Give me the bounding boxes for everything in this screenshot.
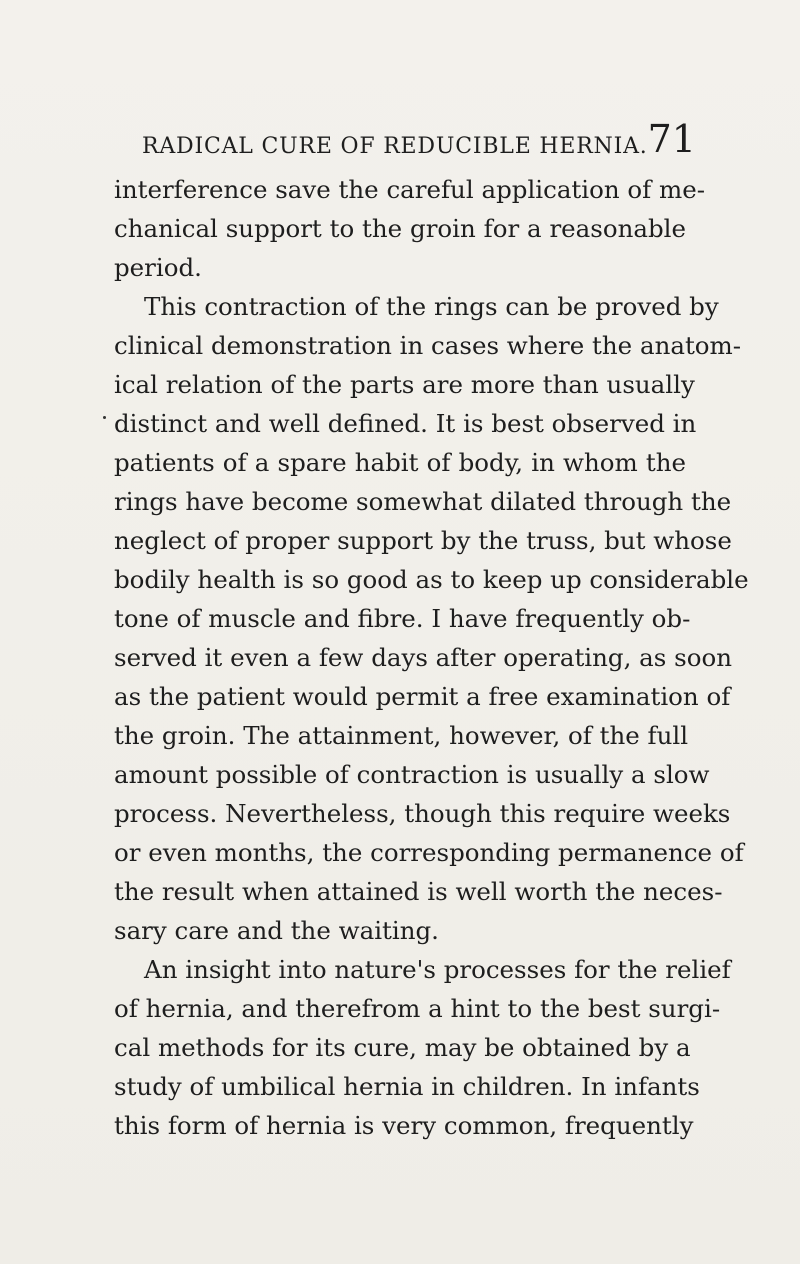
- text-line: clinical demonstration in cases where the anatom-: [114, 331, 742, 360]
- page-number: 71: [647, 117, 696, 161]
- text-line: or even months, the corresponding permanence of: [114, 838, 744, 867]
- text-line: rings have become somewhat dilated through the: [114, 487, 732, 516]
- text-line: bodily health is so good as to keep up considerable: [114, 565, 749, 594]
- text-line: cal methods for its cure, may be obtained by a: [114, 1033, 691, 1062]
- print-speck: [103, 416, 106, 419]
- text-line: process. Nevertheless, though this require weeks: [114, 799, 731, 828]
- text-line: the result when attained is well worth the neces-: [114, 877, 723, 906]
- text-line: distinct and well defined. It is best observed in: [114, 409, 697, 438]
- body-text: [114, 170, 749, 1145]
- text-line: neglect of proper support by the truss, but whose: [114, 526, 732, 555]
- text-line: An insight into nature's processes for the relief: [144, 955, 731, 984]
- text-line: This contraction of the rings can be proved by: [144, 292, 719, 321]
- text-line: study of umbilical hernia in children. In infants: [114, 1072, 700, 1101]
- text-line: amount possible of contraction is usually a slow: [114, 760, 710, 789]
- text-line: as the patient would permit a free examination of: [114, 682, 731, 711]
- text-line: ical relation of the parts are more than usually: [114, 370, 695, 399]
- text-line: interference save the careful application of me-: [114, 175, 706, 204]
- running-head: [112, 117, 696, 161]
- text-line: patients of a spare habit of body, in whom the: [114, 448, 686, 477]
- text-line: served it even a few days after operating, as soon: [114, 643, 732, 672]
- text-line: the groin. The attainment, however, of the full: [114, 721, 689, 750]
- text-line: sary care and the waiting.: [114, 916, 439, 945]
- text-line: chanical support to the groin for a reasonable: [114, 214, 686, 243]
- text-line: tone of muscle and fibre. I have frequently ob-: [114, 604, 691, 633]
- text-line: of hernia, and therefrom a hint to the best surgi-: [114, 994, 721, 1023]
- text-line: period.: [114, 253, 202, 282]
- running-head-title: RADICAL CURE OF REDUCIBLE HERNIA.: [142, 134, 648, 159]
- text-line: this form of hernia is very common, frequently: [114, 1111, 694, 1140]
